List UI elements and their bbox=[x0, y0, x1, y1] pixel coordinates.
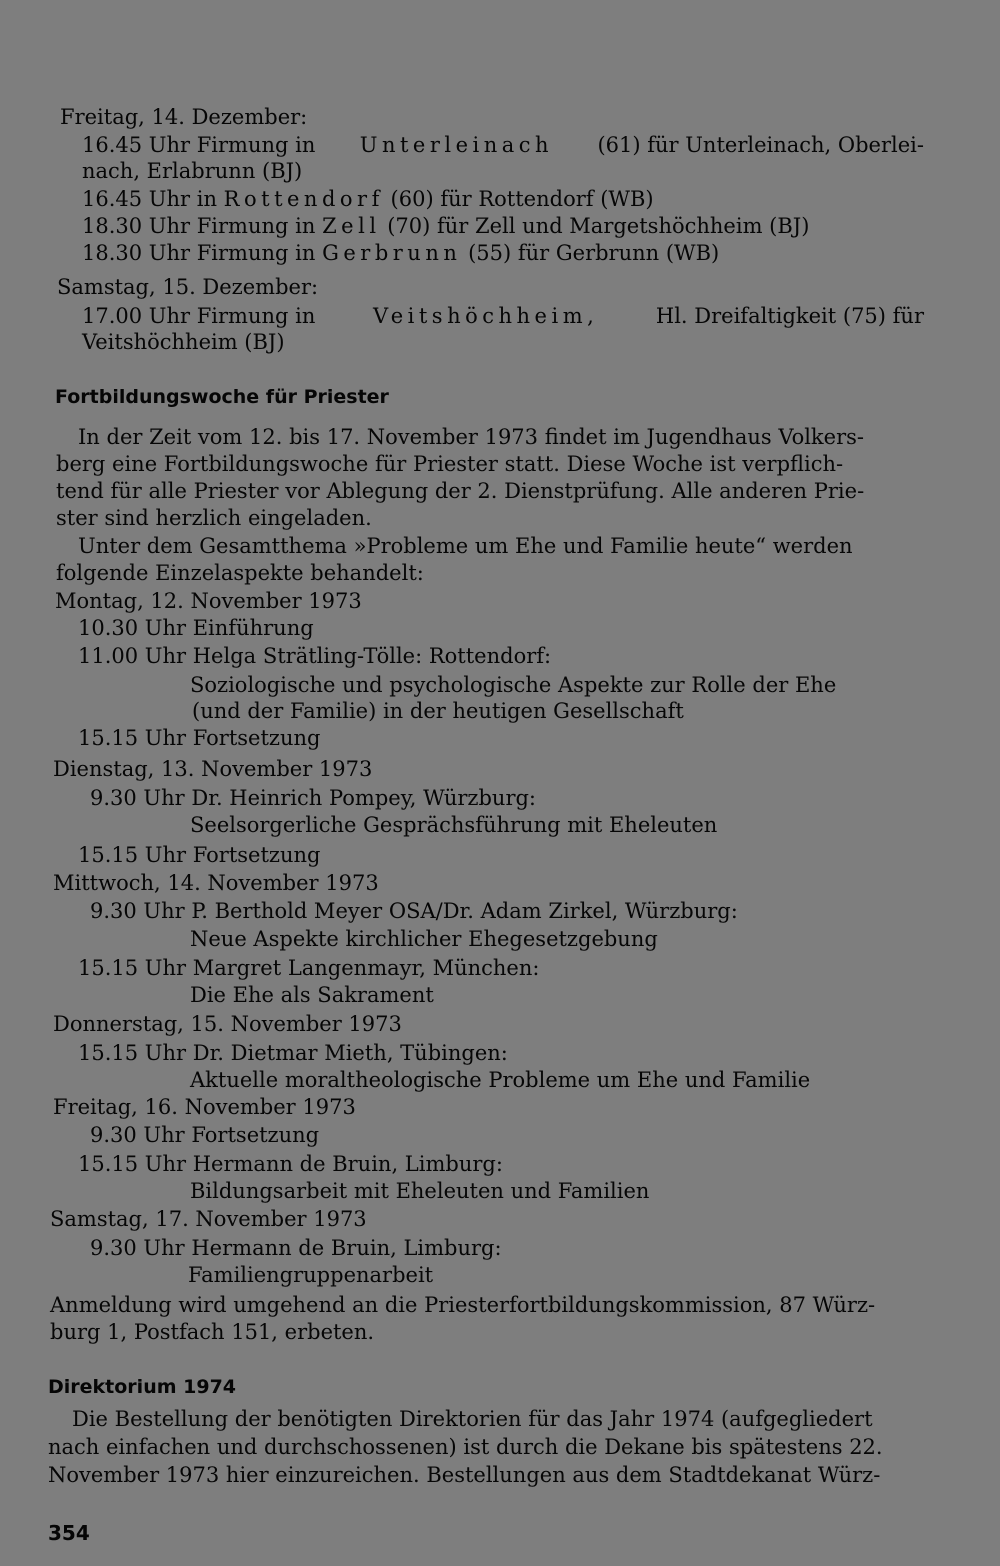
firmung-time: 16.45 Uhr Firmung in bbox=[82, 133, 316, 157]
paragraph-line: nach einfachen und durchschossenen) ist durch die Dekane bis spätestens 22. bbox=[48, 1435, 883, 1459]
place-name: Rottendorf bbox=[223, 187, 384, 211]
paragraph-line: November 1973 hier einzureichen. Bestellungen aus dem Stadtdekanat Würz- bbox=[48, 1463, 881, 1487]
schedule-day: Dienstag, 13. November 1973 bbox=[53, 757, 373, 781]
paragraph-line: berg eine Fortbildungswoche für Priester statt. Diese Woche ist verpflich- bbox=[56, 452, 844, 476]
paragraph-line: Anmeldung wird umgehend an die Priesterfortbildungskommission, 87 Würz- bbox=[50, 1293, 876, 1317]
firmung-line-3: 18.30 Uhr Firmung in Zell (70) für Zell und Margetshöchheim (BJ) bbox=[82, 214, 810, 238]
firmung-line-1-cont: nach, Erlabrunn (BJ) bbox=[82, 159, 303, 183]
schedule-entry: 9.30 Uhr P. Berthold Meyer OSA/Dr. Adam Zirkel, Würzburg: bbox=[90, 899, 738, 923]
friday-heading: Freitag, 14. Dezember: bbox=[60, 105, 308, 129]
section-title-direktorium: Direktorium 1974 bbox=[48, 1376, 237, 1398]
schedule-entry: 9.30 Uhr Fortsetzung bbox=[90, 1123, 320, 1147]
place-name: Zell bbox=[322, 214, 381, 238]
paragraph-line: tend für alle Priester vor Ablegung der 2. Dienstprüfung. Alle anderen Prie- bbox=[56, 479, 865, 503]
schedule-entry: 15.15 Uhr Fortsetzung bbox=[78, 726, 321, 750]
place-name: Veitshöchheim, bbox=[372, 304, 599, 328]
paragraph-line: ster sind herzlich eingeladen. bbox=[56, 506, 372, 530]
schedule-entry: 15.15 Uhr Fortsetzung bbox=[78, 843, 321, 867]
paragraph-line: folgende Einzelaspekte behandelt: bbox=[56, 561, 424, 585]
schedule-day: Donnerstag, 15. November 1973 bbox=[53, 1012, 402, 1036]
paragraph-line: Die Bestellung der benötigten Direktorien für das Jahr 1974 (aufgegliedert bbox=[72, 1407, 873, 1431]
firmung-line-5-cont: Veitshöchheim (BJ) bbox=[82, 330, 285, 354]
schedule-topic: Die Ehe als Sakrament bbox=[190, 983, 434, 1007]
paragraph-line: Unter dem Gesamtthema »Probleme um Ehe und Familie heute“ werden bbox=[78, 534, 853, 558]
schedule-entry: 9.30 Uhr Dr. Heinrich Pompey, Würzburg: bbox=[90, 786, 537, 810]
schedule-day: Montag, 12. November 1973 bbox=[55, 589, 362, 613]
firmung-line-4: 18.30 Uhr Firmung in Gerbrunn (55) für Gerbrunn (WB) bbox=[82, 241, 720, 265]
firmung-line-1 bbox=[82, 132, 924, 158]
schedule-topic: Seelsorgerliche Gesprächsführung mit Eheleuten bbox=[190, 813, 718, 837]
paragraph-line: burg 1, Postfach 151, erbeten. bbox=[50, 1320, 375, 1344]
paragraph-line: In der Zeit vom 12. bis 17. November 1973 findet im Jugendhaus Volkers- bbox=[78, 425, 864, 449]
schedule-topic: Bildungsarbeit mit Eheleuten und Familien bbox=[190, 1179, 650, 1203]
schedule-day: Mittwoch, 14. November 1973 bbox=[53, 871, 379, 895]
schedule-topic: Soziologische und psychologische Aspekte zur Rolle der Ehe bbox=[190, 673, 837, 697]
schedule-entry: 9.30 Uhr Hermann de Bruin, Limburg: bbox=[90, 1236, 502, 1260]
schedule-entry: 15.15 Uhr Margret Langenmayr, München: bbox=[78, 956, 540, 980]
firmung-line-5: 17.00 Uhr Firmung in Veitshöchheim, Hl. Dreifaltigkeit (75) für bbox=[82, 304, 924, 328]
firmung-detail: (61) für Unterleinach, Oberlei- bbox=[597, 133, 924, 157]
page-number: 354 bbox=[48, 1521, 90, 1545]
schedule-day: Freitag, 16. November 1973 bbox=[53, 1095, 356, 1119]
saturday-heading: Samstag, 15. Dezember: bbox=[57, 275, 319, 299]
place-name: Gerbrunn bbox=[322, 241, 462, 265]
schedule-entry: 15.15 Uhr Dr. Dietmar Mieth, Tübingen: bbox=[78, 1041, 508, 1065]
schedule-entry: 15.15 Uhr Hermann de Bruin, Limburg: bbox=[78, 1152, 503, 1176]
schedule-entry: 10.30 Uhr Einführung bbox=[78, 616, 314, 640]
firmung-line-2: 16.45 Uhr in Rottendorf (60) für Rottendorf (WB) bbox=[82, 187, 654, 211]
schedule-topic: Aktuelle moraltheologische Probleme um Ehe und Familie bbox=[190, 1068, 811, 1092]
place-name: Unterleinach bbox=[359, 133, 554, 157]
section-title-fortbildung: Fortbildungswoche für Priester bbox=[55, 386, 389, 408]
schedule-entry: 11.00 Uhr Helga Strätling-Tölle: Rottendorf: bbox=[78, 644, 552, 668]
schedule-topic: (und der Familie) in der heutigen Gesellschaft bbox=[192, 699, 684, 723]
schedule-topic: Neue Aspekte kirchlicher Ehegesetzgebung bbox=[190, 927, 658, 951]
schedule-topic: Familiengruppenarbeit bbox=[188, 1263, 434, 1287]
schedule-day: Samstag, 17. November 1973 bbox=[50, 1207, 367, 1231]
